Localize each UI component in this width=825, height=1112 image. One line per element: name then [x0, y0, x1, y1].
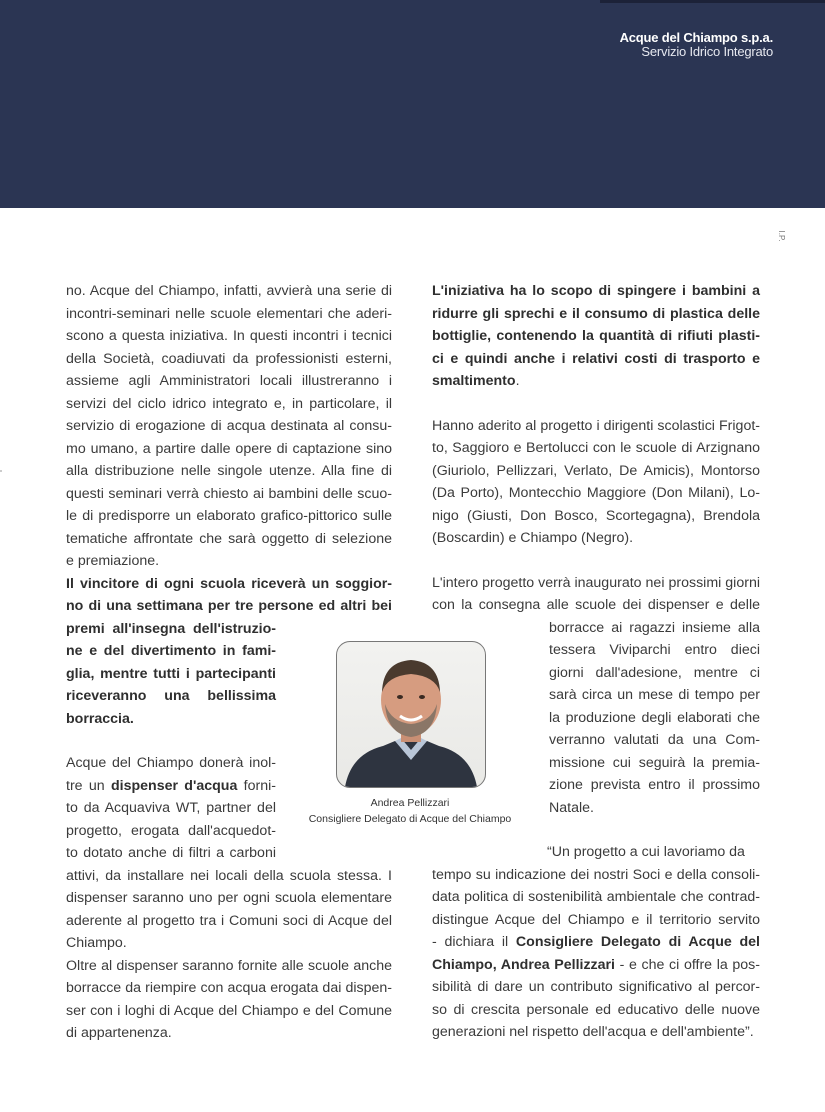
text-line: Acque del Chiampo donerà inol-	[66, 755, 276, 771]
text-line: tessera Viviparchi entro dieci	[549, 642, 760, 658]
text-line: scono a questa iniziativa. In questi incontri i tecnici	[66, 328, 392, 344]
text-line: incontri-seminari nelle scuole elementari che aderi-	[66, 305, 392, 322]
text-line: sibilità di dare un contributo significativo al percor-	[432, 979, 760, 995]
header-banner	[0, 0, 825, 208]
text-line: mo umano, a partire dalle opere di captazione sino	[66, 440, 392, 457]
text-line: tematiche affrontate che sarà oggetto di selezione	[66, 530, 392, 547]
bold-line: ridurre gli sprechi e il consumo di plastica delle	[432, 305, 760, 322]
text-line: L'intero progetto verrà inaugurato nei prossimi giorni	[432, 574, 760, 591]
text-line: borracce da riempire con acqua erogata dai dispen-	[66, 980, 392, 996]
bold-line: borraccia.	[66, 710, 134, 727]
edge-mark	[0, 470, 2, 472]
bold-line: smaltimento	[432, 373, 516, 389]
bold-line: ci e quindi anche i relativi costi di trasporto e	[432, 350, 760, 367]
text-line: progetto, erogata dall'acquedot-	[66, 822, 276, 839]
text-line: di appartenenza.	[66, 1025, 172, 1041]
bold-line: no di una settimana per tre persone ed altri bei	[66, 598, 392, 614]
text-line: Chiampo, Andrea Pellizzari - e che ci offre la pos-	[432, 956, 760, 973]
bold-line: riceveranno una bellissima	[66, 688, 276, 704]
text-line: dispenser saranno uno per ogni scuola elementare	[66, 890, 392, 906]
text-line: Natale.	[549, 799, 594, 816]
text-line: (Giuriolo, Pellizzari, Verlato, De Amicis), Montorso	[432, 462, 760, 479]
goal-paragraph: L'iniziativa ha lo scopo di spingere i bambini a ridurre gli sprechi e il consumo di plastica delle bottiglie, contenendo la quantità di rifiuti plasti- ci e quindi anche i relativi costi di trasporto e smaltimento.	[432, 283, 760, 389]
speaker-highlight: Chiampo, Andrea Pellizzari	[432, 956, 615, 973]
photo-caption	[290, 795, 530, 827]
company-name: Acque del Chiampo s.p.a.	[619, 30, 773, 45]
text-line: giorni dall'adesione, mentre ci	[549, 664, 760, 681]
text-line: della Società, coadiuvati da professionisti esterni,	[66, 350, 392, 367]
text-line: questi seminari verrà chiesto ai bambini delle scuo-	[66, 485, 392, 502]
text-line: verranno valutati da una Com-	[549, 732, 760, 748]
bold-line: ne e del divertimento in fami-	[66, 643, 276, 659]
bold-line: Il vincitore di ogni scuola riceverà un soggior-	[66, 575, 392, 592]
text-line: no. Acque del Chiampo, infatti, avvierà una serie di	[66, 283, 392, 299]
text-line: to da Acquaviva WT, partner del	[66, 800, 276, 816]
text-line: “Un progetto a cui lavoriamo da	[547, 844, 745, 860]
text-line: missione cui seguirà la premia-	[549, 754, 760, 771]
text-line: tre un dispenser d'acqua forni-	[66, 777, 276, 794]
text-line: sarà circa un mese di tempo per	[549, 687, 760, 703]
dispenser-highlight: dispenser d'acqua	[110, 777, 238, 794]
quote-paragraph	[432, 841, 760, 1044]
text-line: Chiampo.	[66, 935, 127, 951]
text-line: data politica di sostenibilità ambientale che contrad-	[432, 889, 760, 905]
text-line: Oltre al dispenser saranno fornite alle scuole anche	[66, 957, 392, 974]
text-line: attivi, da installare nei locali della scuola stessa. I	[66, 867, 392, 884]
caption-name: Andrea Pellizzari	[370, 797, 450, 809]
text-line: (Da Porto), Montecchio Maggiore (Don Milani), Lo-	[432, 485, 760, 501]
text-line: generazioni nel rispetto dell'acqua e dell'ambiente”.	[432, 1024, 754, 1040]
text-line: e premiazione.	[66, 553, 160, 569]
text-line: la produzione degli elaborati che	[549, 709, 760, 726]
text-line: borracce ai ragazzi insieme alla	[549, 619, 760, 636]
text-line: - dichiara il Consigliere Delegato di Acque del	[432, 934, 760, 950]
adherents-paragraph	[432, 415, 760, 550]
bold-line: glia, mentre tutti i partecipanti	[66, 665, 276, 682]
text-line: tempo su indicazione dei nostri Soci e della consoli-	[432, 866, 760, 883]
text-line: assieme agli Amministratori locali illustreranno i	[66, 373, 392, 389]
company-subtitle: Servizio Idrico Integrato	[641, 44, 773, 59]
text-line: servizi del ciclo idrico integrato e, in particolare, il	[66, 395, 392, 412]
portrait-photo	[336, 641, 486, 788]
caption-role: Consigliere Delegato di Acque del Chiampo	[308, 813, 512, 825]
bold-line: L'iniziativa ha lo scopo di spingere i bambini a	[432, 283, 760, 299]
portrait-illustration	[337, 642, 485, 787]
text-line: zione prevista entro il prossimo	[549, 777, 760, 793]
text-line: alla distribuzione nelle singole utenze. Alla fine di	[66, 463, 392, 479]
text-line: to, Saggioro e Bertolucci con le scuole di Arzignano	[432, 440, 760, 456]
banner-top-line	[600, 0, 825, 3]
text-line: so di crescita personale ed educativo delle nuove	[432, 1001, 760, 1018]
bold-line: premi all'insegna dell'istruzio-	[66, 620, 276, 637]
text-line: aderente al progetto tra i Comuni soci di Acque del	[66, 912, 392, 929]
text-line: (Boscardin) e Chiampo (Negro).	[432, 530, 634, 546]
page-tag: I.P.	[777, 230, 786, 242]
intro-paragraph	[66, 280, 392, 573]
text-line: Hanno aderito al progetto i dirigenti scolastici Frigot-	[432, 417, 760, 434]
speaker-highlight: Consigliere Delegato di Acque del	[515, 934, 760, 950]
text-line: le di predisporre un elaborato grafico-pittorico sulle	[66, 508, 392, 524]
text-line: to dotato anche di filtri a carboni	[66, 845, 276, 861]
bold-line: bottiglie, contenendo la quantità di rifiuti plasti-	[432, 328, 760, 344]
text-line: nigo (Giusti, Don Bosco, Scortegagna), Brendola	[432, 507, 760, 524]
text-line: ser con i loghi di Acque del Chiampo e del Comune	[66, 1002, 392, 1019]
text-line: distingue Acque del Chiampo e il territorio servito	[432, 911, 760, 928]
text-line: servizio di erogazione di acqua destinata al consu-	[66, 418, 392, 434]
bottles-paragraph	[66, 955, 392, 1045]
text-line: con la consegna alle scuole dei dispenser e delle	[432, 597, 760, 613]
